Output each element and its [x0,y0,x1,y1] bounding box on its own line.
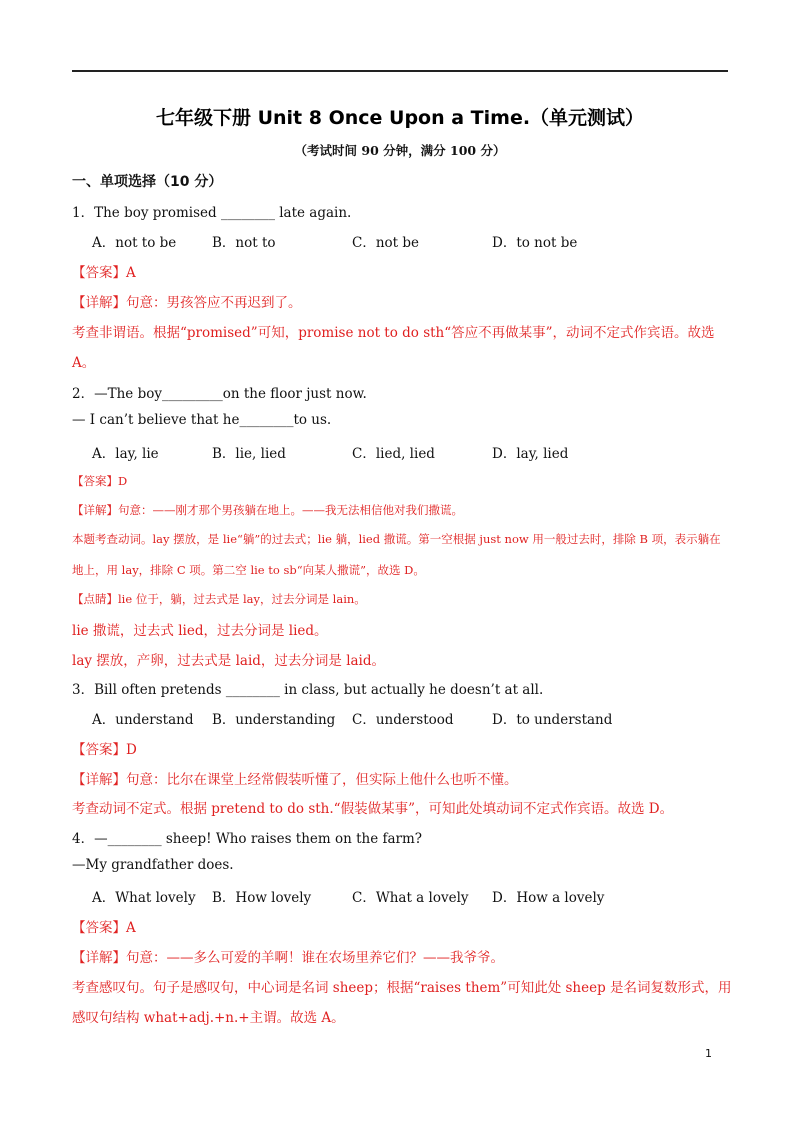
exam-info: （考试时间 90 分钟，满分 100 分） [294,143,506,158]
question-3-option-b: B．understanding [212,712,336,728]
question-2-explain: 本题考查动词。lay 摆放，是 lie“躺”的过去式；lie 躺，lied 撒谎。第一空根据 just now 用一般过去时，排除 B 项，表示躺在 [72,532,721,546]
question-4-option-c: C．What a lovely [352,890,469,906]
question-3-explain: 考查动词不定式。根据 pretend to do sth.“假装做某事”，可知此处填动词不定式作宾语。故选 D。 [72,801,674,817]
question-1-explain: 考查非谓语。根据“promised”可知，promise not to do sth“答应不再做某事”，动词不定式作宾语。故选 [72,325,715,341]
question-1-option-d: D．to not be [492,235,578,251]
question-4-stem: 4．—________ sheep! Who raises them on the farm? [72,831,423,847]
question-2-explain: 地上，用 lay，排除 C 项。第二空 lie to sb“向某人撒谎”，故选 D。 [72,563,425,577]
question-2-option-c: C．lied, lied [352,446,435,462]
question-4-explain: 【详解】句意：——多么可爱的羊啊！谁在农场里养它们？——我爷爷。 [72,950,504,966]
question-2-tip: lie 撒谎，过去式 lied，过去分词是 lied。 [72,623,328,639]
question-3-stem: 3．Bill often pretends ________ in class, but actually he doesn’t at all. [72,682,544,698]
question-1-option-a: A．not to be [92,235,177,251]
question-1-explain: A。 [72,355,96,371]
top-rule [72,70,728,72]
question-3-explain: 【详解】句意：比尔在课堂上经常假装听懂了，但实际上他什么也听不懂。 [72,772,518,788]
question-4-explain: 感叹句结构 what+adj.+n.+主谓。故选 A。 [72,1010,345,1026]
question-4-option-a: A．What lovely [92,890,196,906]
question-2-tip: 【点睛】lie 位于，躺，过去式是 lay，过去分词是 lain。 [72,592,366,606]
question-2-explain: 【详解】句意：——刚才那个男孩躺在地上。——我无法相信他对我们撒谎。 [72,503,463,517]
question-4-answer: 【答案】A [72,920,136,936]
question-2-stem: 2．—The boy_________on the floor just now. [72,386,367,402]
question-4-option-b: B．How lovely [212,890,312,906]
question-1-option-b: B．not to [212,235,276,251]
question-3-option-c: C．understood [352,712,454,728]
question-4-stem: —My grandfather does. [72,857,234,873]
section-heading: 一、单项选择（10 分） [72,174,223,190]
question-2-option-b: B．lie, lied [212,446,286,462]
question-2-stem: — I can’t believe that he________to us. [72,412,332,428]
question-3-answer: 【答案】D [72,742,137,758]
question-1-answer: 【答案】A [72,265,136,281]
page-number: 1 [705,1047,712,1060]
question-1-explain: 【详解】句意：男孩答应不再迟到了。 [72,295,302,311]
question-2-option-a: A．lay, lie [92,446,159,462]
question-1-stem: 1．The boy promised ________ late again. [72,205,352,221]
question-4-option-d: D．How a lovely [492,890,605,906]
question-3-option-a: A．understand [92,712,194,728]
question-2-option-d: D．lay, lied [492,446,569,462]
page-title: 七年级下册 Unit 8 Once Upon a Time.（单元测试） [155,107,645,129]
question-4-explain: 考查感叹句。句子是感叹句，中心词是名词 sheep；根据“raises them”可知此处 sheep 是名词复数形式，用 [72,980,732,996]
question-2-answer: 【答案】D [72,474,128,488]
question-2-tip: lay 摆放，产卵，过去式是 laid，过去分词是 laid。 [72,653,386,669]
question-3-option-d: D．to understand [492,712,613,728]
question-1-option-c: C．not be [352,235,419,251]
